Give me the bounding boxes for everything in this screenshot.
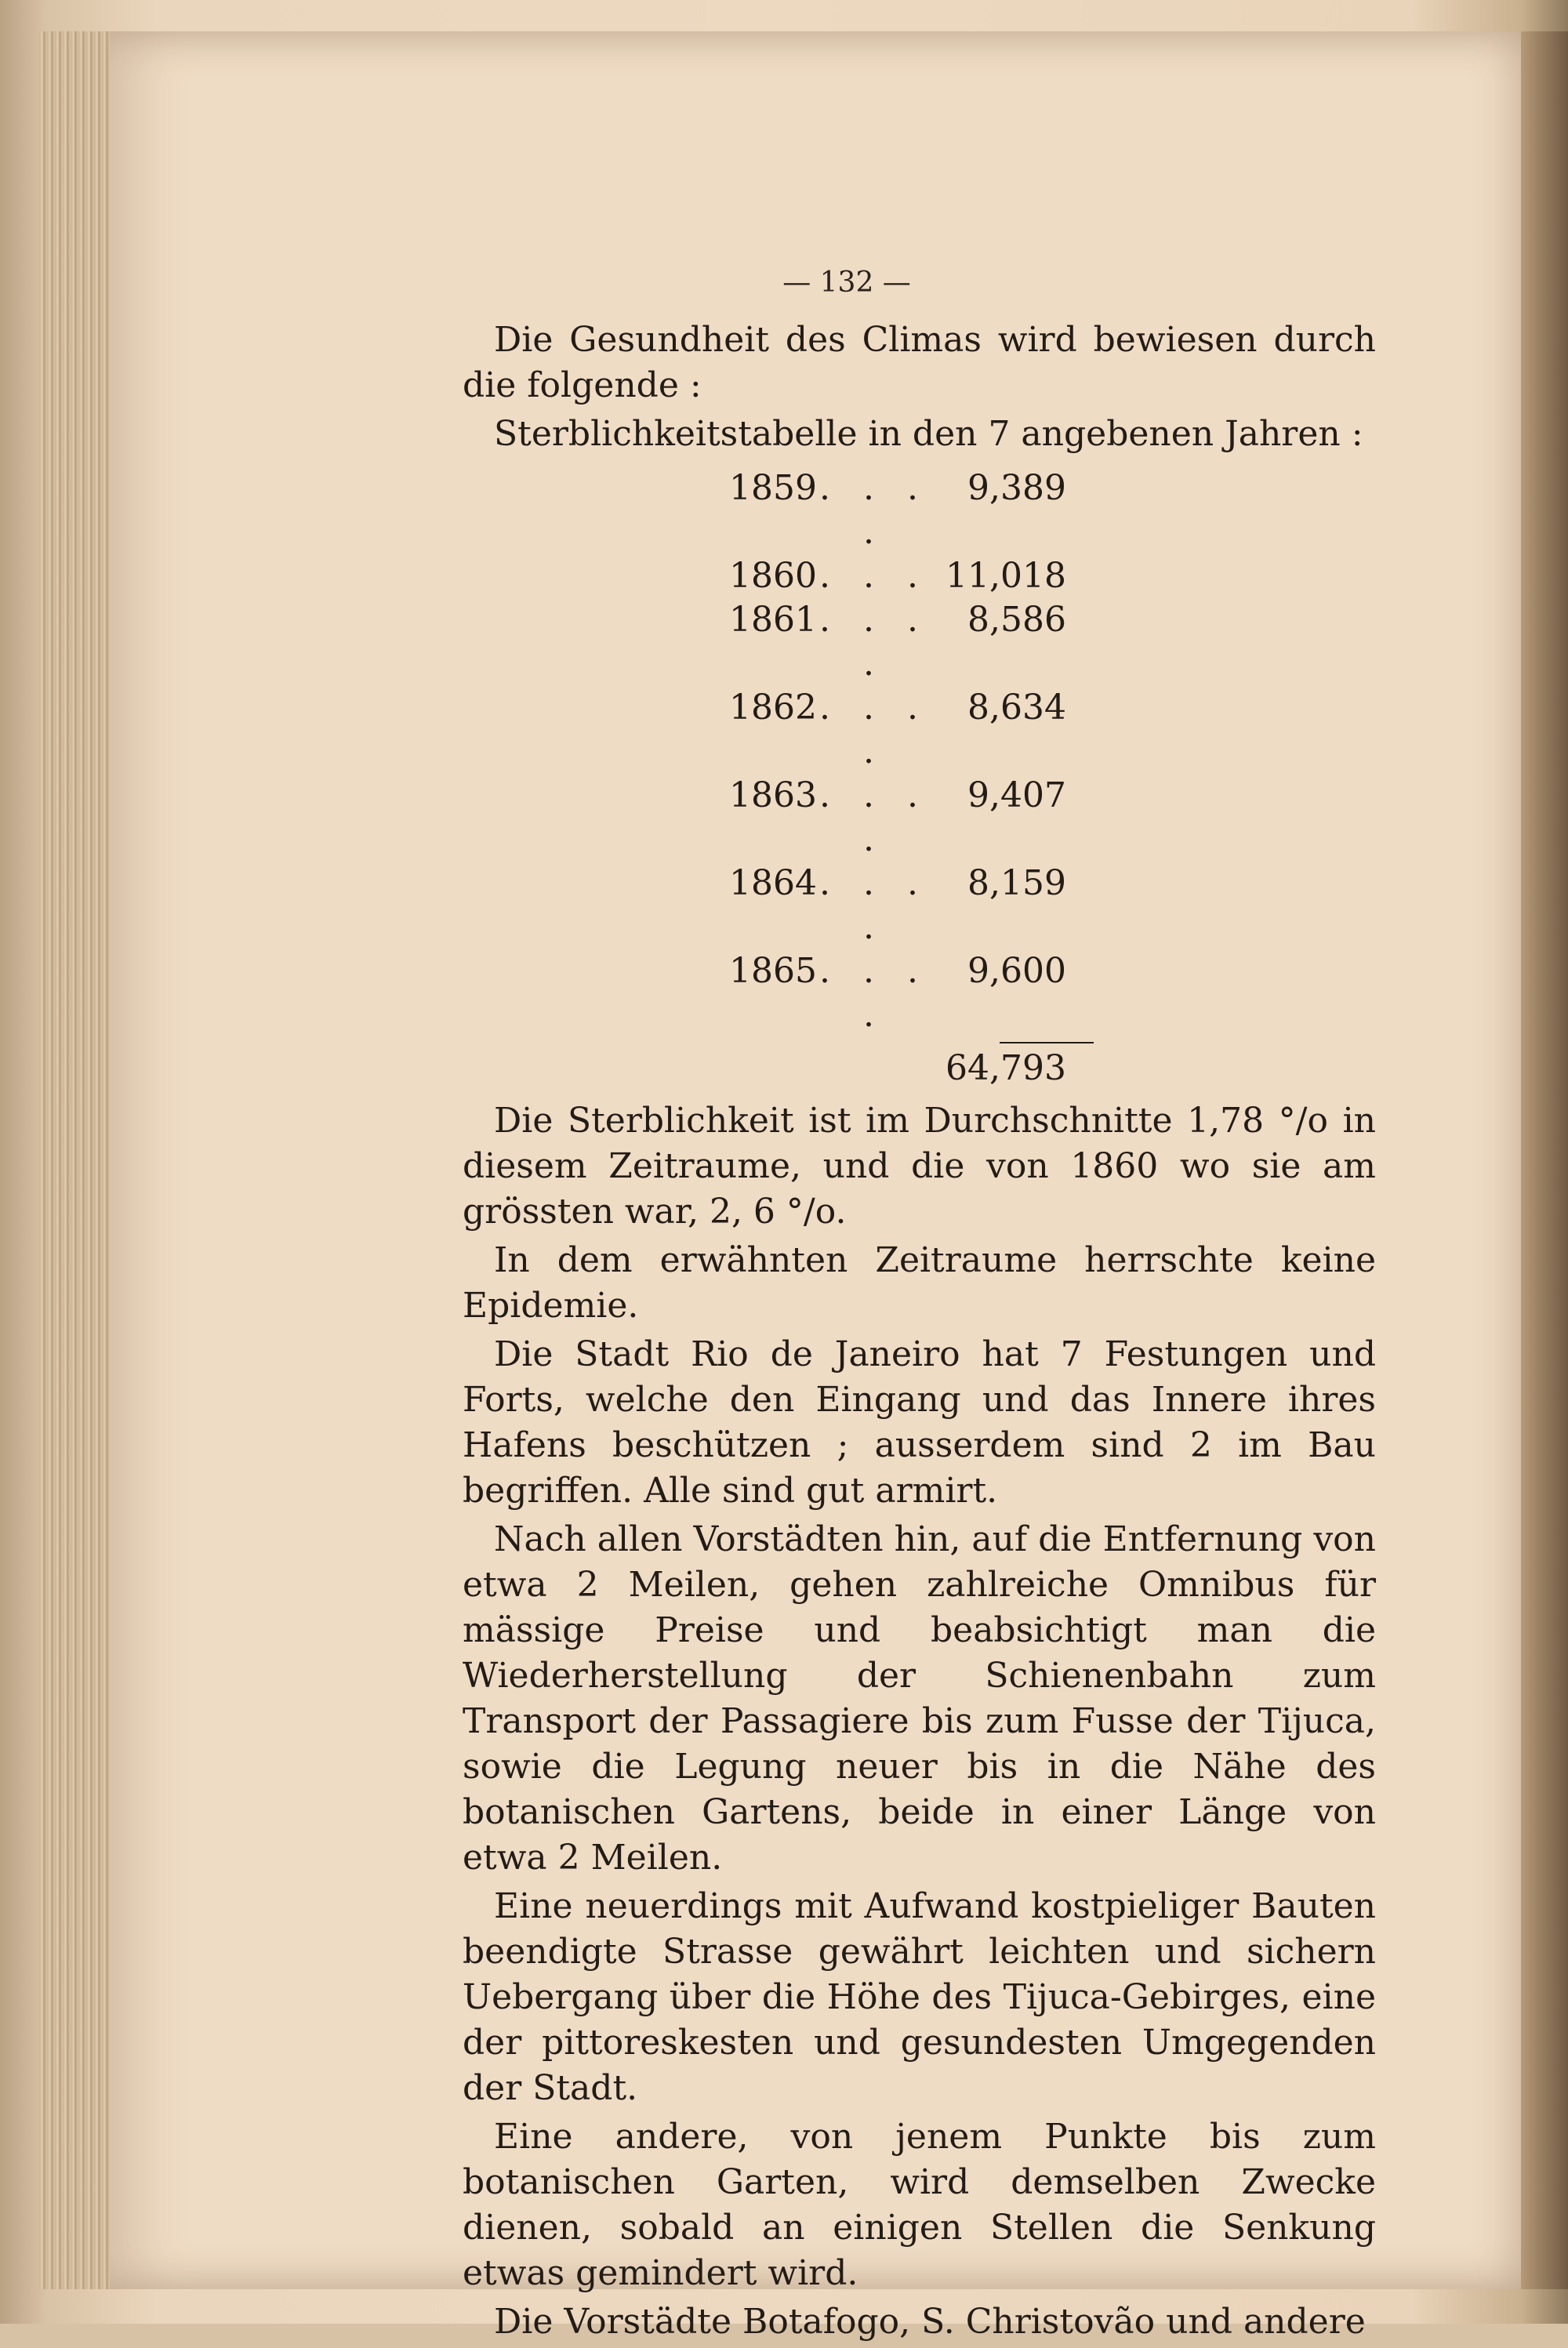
- table-row: [729, 598, 1121, 686]
- paragraph-suburbs: Die Vorstädte Botafogo, S. Christovão und andere: [494, 2302, 1366, 2342]
- row-value: 8,586: [967, 600, 1066, 640]
- table-row: [729, 862, 1121, 949]
- table-row: [729, 466, 1121, 554]
- table-total: 64,793: [946, 1048, 1066, 1088]
- row-year: 1864: [729, 863, 817, 903]
- row-leader-dots: . . . .: [819, 775, 929, 859]
- paragraph-no-epidemic: In dem erwähnten Zeitraume herrschte keine Epidemie.: [463, 1240, 1376, 1326]
- row-year: 1862: [729, 688, 817, 728]
- row-leader-dots: . . . .: [819, 863, 929, 947]
- paragraph-fortresses: Die Stadt Rio de Janeiro hat 7 Festungen und Forts, welche den Eingang und das Innere ihres Hafens beschützen ; ausserdem sind 2 im Bau begriffen. Alle sind gut armirt.: [463, 1334, 1376, 1511]
- sum-rule: [1000, 1042, 1094, 1043]
- row-year: 1865: [729, 951, 817, 991]
- row-leader-dots: . . .: [819, 556, 929, 596]
- intro-line-1: Die Gesundheit des Climas wird bewiesen durch die folgende :: [463, 320, 1376, 405]
- row-value: 11,018: [946, 556, 1066, 596]
- row-year: 1860: [729, 556, 817, 596]
- row-value: 9,407: [967, 775, 1066, 815]
- mortality-table: [729, 466, 1121, 1091]
- page-stack-edge: [39, 31, 111, 2289]
- row-value: 8,159: [967, 863, 1066, 903]
- table-row: [729, 774, 1121, 862]
- page-number: — 132 —: [782, 267, 911, 299]
- paragraph-botanical-garden: Eine andere, von jenem Punkte bis zum botanischen Garten, wird demselben Zwecke dienen, sobald an einigen Stellen die Senkung etwas gemindert wird.: [463, 2117, 1376, 2293]
- table-row: [729, 949, 1121, 1037]
- paragraph-omnibus: Nach allen Vorstädten hin, auf die Entfernung von etwa 2 Meilen, gehen zahlreiche Omnibus für mässige Preise und beabsichtigt man die Wiederherstellung der Schienenbahn zum Transport der Passagiere bis zum Fusse der Tijuca, sowie die Legung neuer bis in die Nähe des botanischen Gartens, beide in einer Länge von etwa 2 Meilen.: [463, 1519, 1376, 1878]
- row-year: 1863: [729, 775, 817, 815]
- row-year: 1861: [729, 600, 817, 640]
- table-row: [729, 686, 1121, 774]
- intro-line-2: Sterblichkeitstabelle in den 7 angebenen Jahren :: [494, 414, 1363, 454]
- main-text: [463, 318, 1376, 2348]
- row-leader-dots: . . . .: [819, 688, 929, 771]
- row-leader-dots: . . . .: [819, 468, 929, 552]
- row-value: 9,600: [967, 951, 1066, 991]
- page-gutter-shadow: [1521, 31, 1568, 2289]
- paragraph-tijuca-road: Eine neuerdings mit Aufwand kostpieliger Bauten beendigte Strasse gewährt leichten und sichern Uebergang über die Höhe des Tijuca-Gebirges, eine der pittoreskesten und gesundesten Umgegenden der Stadt.: [463, 1886, 1376, 2108]
- row-year: 1859: [729, 468, 817, 508]
- row-leader-dots: . . . .: [819, 951, 929, 1035]
- row-value: 8,634: [967, 688, 1066, 728]
- row-value: 9,389: [967, 468, 1066, 508]
- table-row: [729, 554, 1121, 598]
- paragraph-mortality-rate: Die Sterblichkeit ist im Durchschnitte 1,78 °/o in diesem Zeitraume, und die von 1860 wo sie am grössten war, 2, 6 °/o.: [463, 1101, 1376, 1232]
- row-leader-dots: . . . .: [819, 600, 929, 684]
